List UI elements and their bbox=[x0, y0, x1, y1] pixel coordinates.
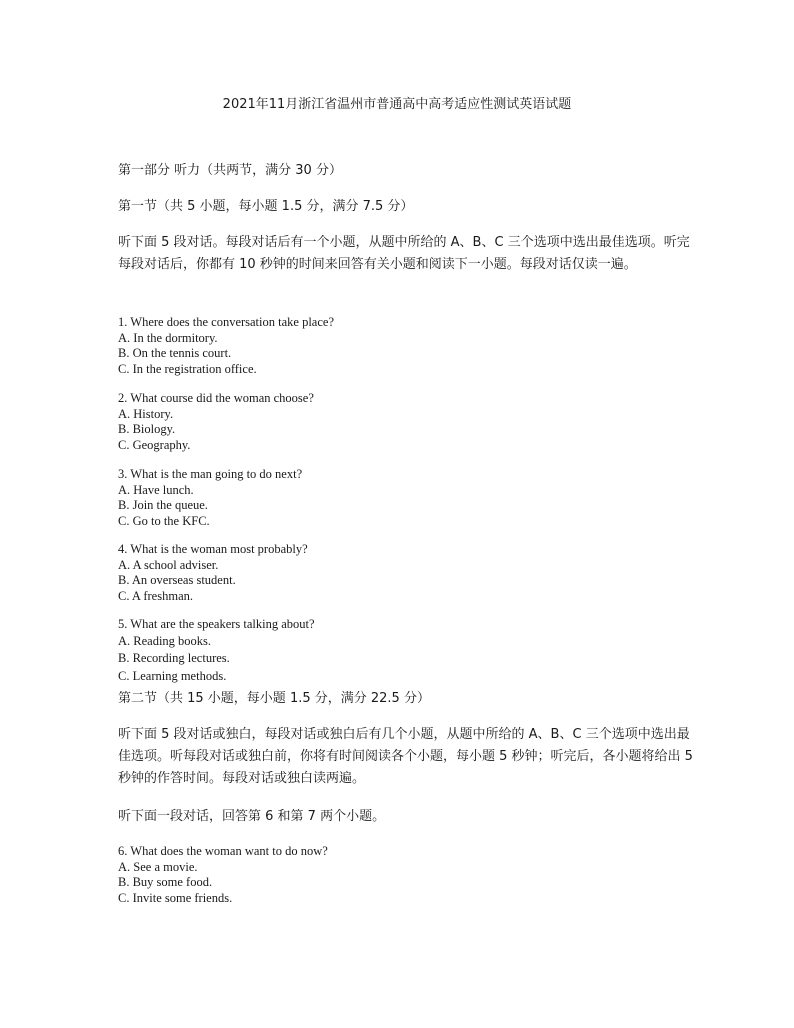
option-c: C. Learning methods. bbox=[118, 668, 227, 683]
option-a: A. Reading books. bbox=[118, 633, 212, 648]
option-c: C. Go to the KFC. bbox=[118, 513, 210, 528]
question-stem: 5. What are the speakers talking about? bbox=[118, 617, 315, 631]
question-stem: 1. Where does the conversation take place? bbox=[118, 315, 334, 329]
option-c: C. A freshman. bbox=[118, 588, 193, 603]
question-stem: 2. What course did the woman choose? bbox=[118, 391, 314, 405]
dialogue-intro: 听下面一段对话，回答第 6 和第 7 两个小题。 bbox=[118, 809, 386, 824]
option-c: C. Geography. bbox=[118, 437, 191, 452]
option-b: B. On the tennis court. bbox=[118, 346, 232, 361]
question-stem: 6. What does the woman want to do now? bbox=[118, 844, 328, 858]
question-6 bbox=[118, 844, 698, 906]
section2-instructions: 听下面 5 段对话或独白，每段对话或独白后有几个小题，从题中所给的 A、B、C 三个选项中选出最佳选项。听每段对话或独白前，你将有时间阅读各个小题，每小题 5 秒钟；听完后，各小题将给出 5 秒钟的作答时间。每段对话或独白读两遍。 bbox=[118, 727, 693, 786]
option-a: A. Have lunch. bbox=[118, 482, 194, 497]
section1-instructions: 听下面 5 段对话。每段对话后有一个小题，从题中所给的 A、B、C 三个选项中选出最佳选项。听完每段对话后，你都有 10 秒钟的时间来回答有关小题和阅读下一小题。每段对话仅读一遍。 bbox=[118, 235, 690, 272]
question-stem: 3. What is the man going to do next? bbox=[118, 467, 303, 481]
option-c: C. Invite some friends. bbox=[118, 890, 233, 905]
option-c: C. In the registration office. bbox=[118, 361, 257, 376]
question-stem: 4. What is the woman most probably? bbox=[118, 542, 308, 556]
option-a: A. A school adviser. bbox=[118, 557, 219, 572]
question-5 bbox=[118, 617, 698, 685]
question-2 bbox=[118, 391, 698, 453]
option-b: B. Recording lectures. bbox=[118, 651, 230, 666]
option-b: B. Join the queue. bbox=[118, 498, 208, 513]
document-title: 2021年11月浙江省温州市普通高中高考适应性测试英语试题 bbox=[222, 97, 572, 112]
option-a: A. History. bbox=[118, 406, 174, 421]
section1-heading: 第一节（共 5 小题，每小题 1.5 分，满分 7.5 分） bbox=[118, 199, 414, 214]
option-a: A. See a movie. bbox=[118, 859, 198, 874]
part1-heading: 第一部分 听力（共两节，满分 30 分） bbox=[118, 163, 342, 178]
section2-heading: 第二节（共 15 小题，每小题 1.5 分，满分 22.5 分） bbox=[118, 691, 430, 706]
question-1 bbox=[118, 315, 698, 377]
option-b: B. Buy some food. bbox=[118, 875, 213, 890]
option-b: B. An overseas student. bbox=[118, 573, 236, 588]
question-4 bbox=[118, 542, 698, 604]
question-3 bbox=[118, 467, 698, 529]
option-b: B. Biology. bbox=[118, 422, 176, 437]
option-a: A. In the dormitory. bbox=[118, 330, 218, 345]
